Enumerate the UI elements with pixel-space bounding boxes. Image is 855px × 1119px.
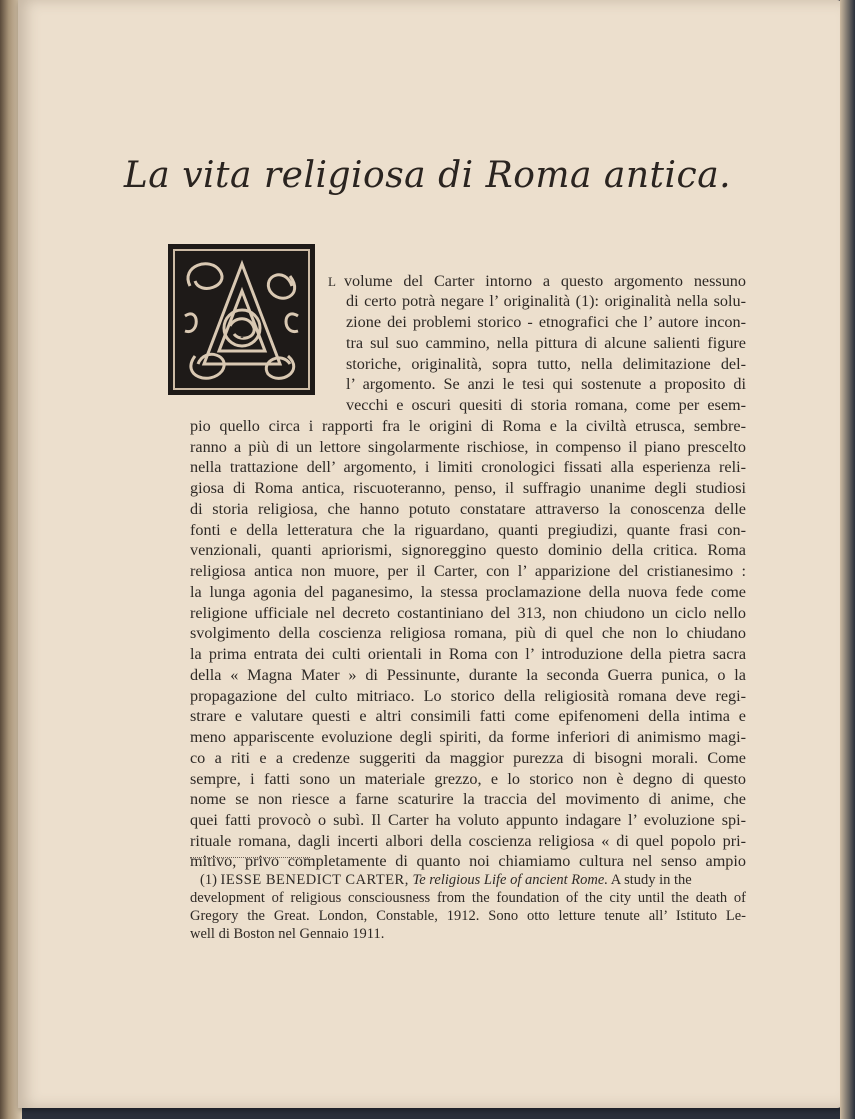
- footnote-text: A study in the: [610, 872, 692, 888]
- footnote-line: development of religious consciousness from the foundation of the city until the death of: [190, 890, 746, 906]
- text-line: nella trattazione dell’ argomento, i limiti cronologici fissati alla esperienza reli-: [190, 458, 746, 476]
- text-line: giosa di Roma antica, riscuoteranno, penso, il suffragio unanime degli studiosi: [190, 479, 746, 497]
- text-line: sempre, i fatti sono un materiale grezzo, e lo storico non è degno di questo: [190, 770, 746, 788]
- footnote-line: well di Boston nel Gennaio 1911.: [190, 926, 385, 942]
- footnote-line: [200, 872, 746, 890]
- text-line: zione dei problemi storico - etnografici che l’ autore incon-: [346, 313, 746, 331]
- text-line: pio quello circa i rapporti fra le origini di Roma e la civiltà etrusca, sembre-: [190, 417, 746, 435]
- text-line: storiche, originalità, sopra tutto, nella delimitazione del-: [346, 355, 746, 373]
- page-title: La vita religiosa di Roma antica.: [123, 155, 732, 196]
- text-line: la lunga agonia del paganesimo, la stessa proclamazione della nuova fede come: [190, 583, 746, 601]
- ornamental-drop-cap-icon: [170, 246, 313, 393]
- text-line: nome se non riesce a farne scaturire la traccia del movimento di anime, che: [190, 790, 746, 808]
- text-line: religione ufficiale nel decreto costantiniano del 313, non chiudono un ciclo nello: [190, 604, 746, 622]
- text-line: svolgimento della coscienza religiosa romana, più di quel che non lo chiudano: [190, 624, 746, 642]
- decorated-initial: [168, 244, 315, 395]
- text-line: di certo potrà negare l’ originalità (1): originalità nella solu-: [346, 292, 746, 310]
- text-line: fonti e della letteratura che la riguardano, quanti pregiudizi, quante frasi con-: [190, 521, 746, 539]
- text-line: vecchi e oscuri quesiti di storia romana, come per esem-: [346, 396, 746, 414]
- text-line: religiosa antica non muore, per il Carter, con l’ apparizione del cristianesimo :: [190, 562, 746, 580]
- text-line: rituale romana, dagli incerti albori della coscienza religiosa « di quel popolo pri-: [190, 832, 746, 850]
- text-line: ranno a più di un lettore singolarmente rischiose, in compenso il piano prescelto: [190, 438, 746, 456]
- drop-cap-letter: I: [240, 330, 244, 341]
- text-line: propagazione del culto mitriaco. Lo storico della religiosità romana deve regi-: [190, 687, 746, 705]
- text-line: co a riti e a credenze suggeriti da maggior purezza di bisogni morali. Come: [190, 749, 746, 767]
- text-line: l’ argomento. Se anzi le tesi qui sostenute a proposito di: [346, 375, 746, 393]
- text-line: meno appariscente evoluzione degli spiriti, da forme inferiori di animismo magi-: [190, 728, 746, 746]
- footnote-author: IESSE BENEDICT CARTER,: [220, 872, 409, 888]
- footnote-work-title: Te religious Life of ancient Rome.: [412, 872, 608, 888]
- text-line: tra sul suo cammino, nella pittura di alcune salienti figure: [346, 334, 746, 352]
- text-line: la prima entrata dei culti orientali in Roma con l’ introduzione della pietra sacra: [190, 645, 746, 663]
- text-line: venzionali, quanti apriorismi, signoreggino questo dominio della critica. Roma: [190, 541, 746, 559]
- footnote-separator: [190, 857, 310, 858]
- text-line: L volume del Carter intorno a questo argomento nessuno: [328, 272, 746, 290]
- text-line: strare e valutare questi e altri consimili fatti come epifenomeni della intima e: [190, 707, 746, 725]
- text-line: mitivo, privo completamente di quanto noi chiamiamo cultura nel senso ampio: [190, 852, 746, 870]
- footnote-marker: (1): [200, 872, 217, 888]
- text-line: della « Magna Mater » di Pessinunte, durante la seconda Guerra punica, o la: [190, 666, 746, 684]
- text-line: quei fatti provocò o subì. Il Carter ha voluto appunto indagare l’ evoluzione spi-: [190, 811, 746, 829]
- first-letter: L: [328, 274, 336, 289]
- text-line: di storia religiosa, che hanno potuto constatare attraverso la conoscenza delle: [190, 500, 746, 518]
- footnote-line: Gregory the Great. London, Constable, 1912. Sono otto letture tenute all’ Istituto Le-: [190, 908, 746, 924]
